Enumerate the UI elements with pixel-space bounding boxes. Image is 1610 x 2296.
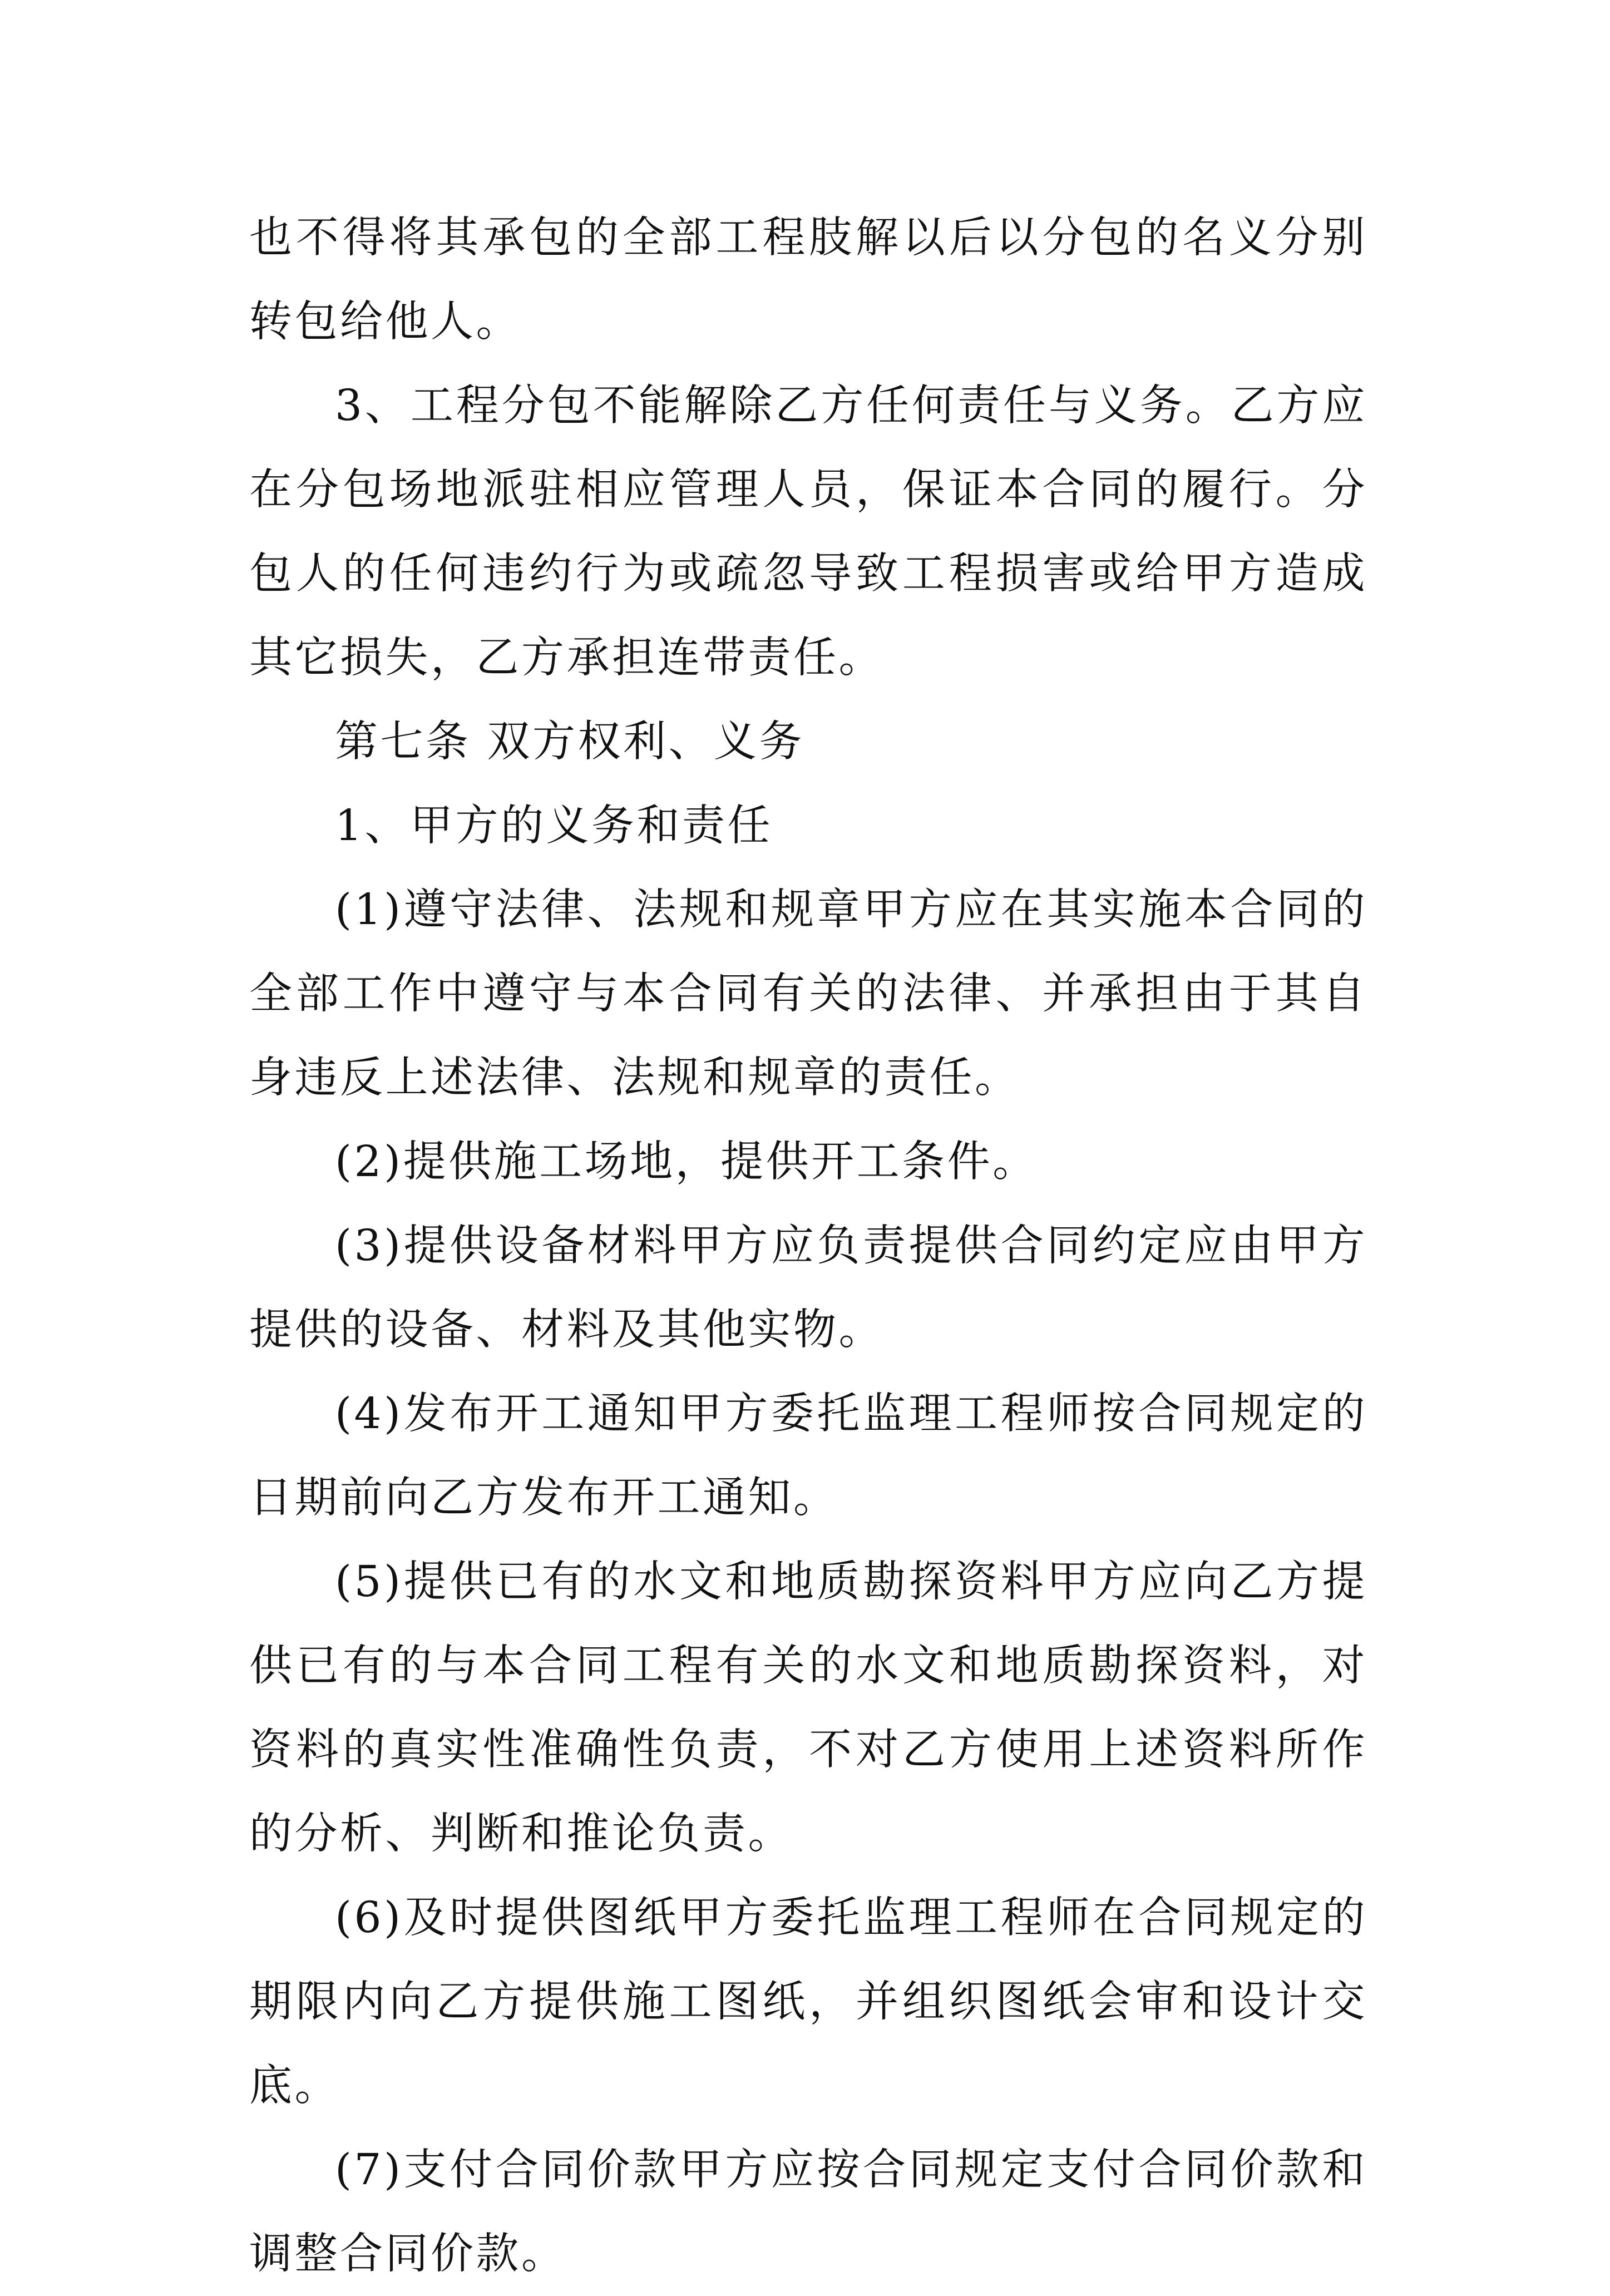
paragraph-continuation: 也不得将其承包的全部工程肢解以后以分包的名义分别转包给他人。	[249, 213, 1367, 347]
section-party-a-obligations-heading: 1、甲方的义务和责任	[335, 801, 773, 851]
clause-1-comply-laws: (1)遵守法律、法规和规章甲方应在其实施本合同的全部工作中遵守与本合同有关的法律、并承担由于其自身违反上述法律、法规和规章的责任。	[249, 885, 1367, 1103]
clause-3-provide-materials: (3)提供设备材料甲方应负责提供合同约定应由甲方提供的设备、材料及其他实物。	[249, 1221, 1367, 1355]
clause-4-start-notice: (4)发布开工通知甲方委托监理工程师按合同规定的日期前向乙方发布开工通知。	[249, 1389, 1367, 1523]
paragraph-subcontract-liability: 3、工程分包不能解除乙方任何责任与义务。乙方应在分包场地派驻相应管理人员，保证本合同的履行。分包人的任何违约行为或疏忽导致工程损害或给甲方造成其它损失，乙方承担连带责任。	[249, 381, 1367, 683]
document-body	[249, 196, 1367, 2296]
article-seven-heading: 第七条 双方权利、义务	[335, 717, 804, 767]
clause-2-provide-site: (2)提供施工场地，提供开工条件。	[335, 1137, 1038, 1187]
clause-5-geological-data: (5)提供已有的水文和地质勘探资料甲方应向乙方提供已有的与本合同工程有关的水文和地质勘探资料，对资料的真实性准确性负责，不对乙方使用上述资料所作的分析、判断和推论负责。	[249, 1557, 1367, 1859]
clause-6-provide-drawings: (6)及时提供图纸甲方委托监理工程师在合同规定的期限内向乙方提供施工图纸，并组织图纸会审和设计交底。	[249, 1893, 1367, 2111]
clause-7-pay-contract-price: (7)支付合同价款甲方应按合同规定支付合同价款和调整合同价款。	[249, 2145, 1367, 2279]
